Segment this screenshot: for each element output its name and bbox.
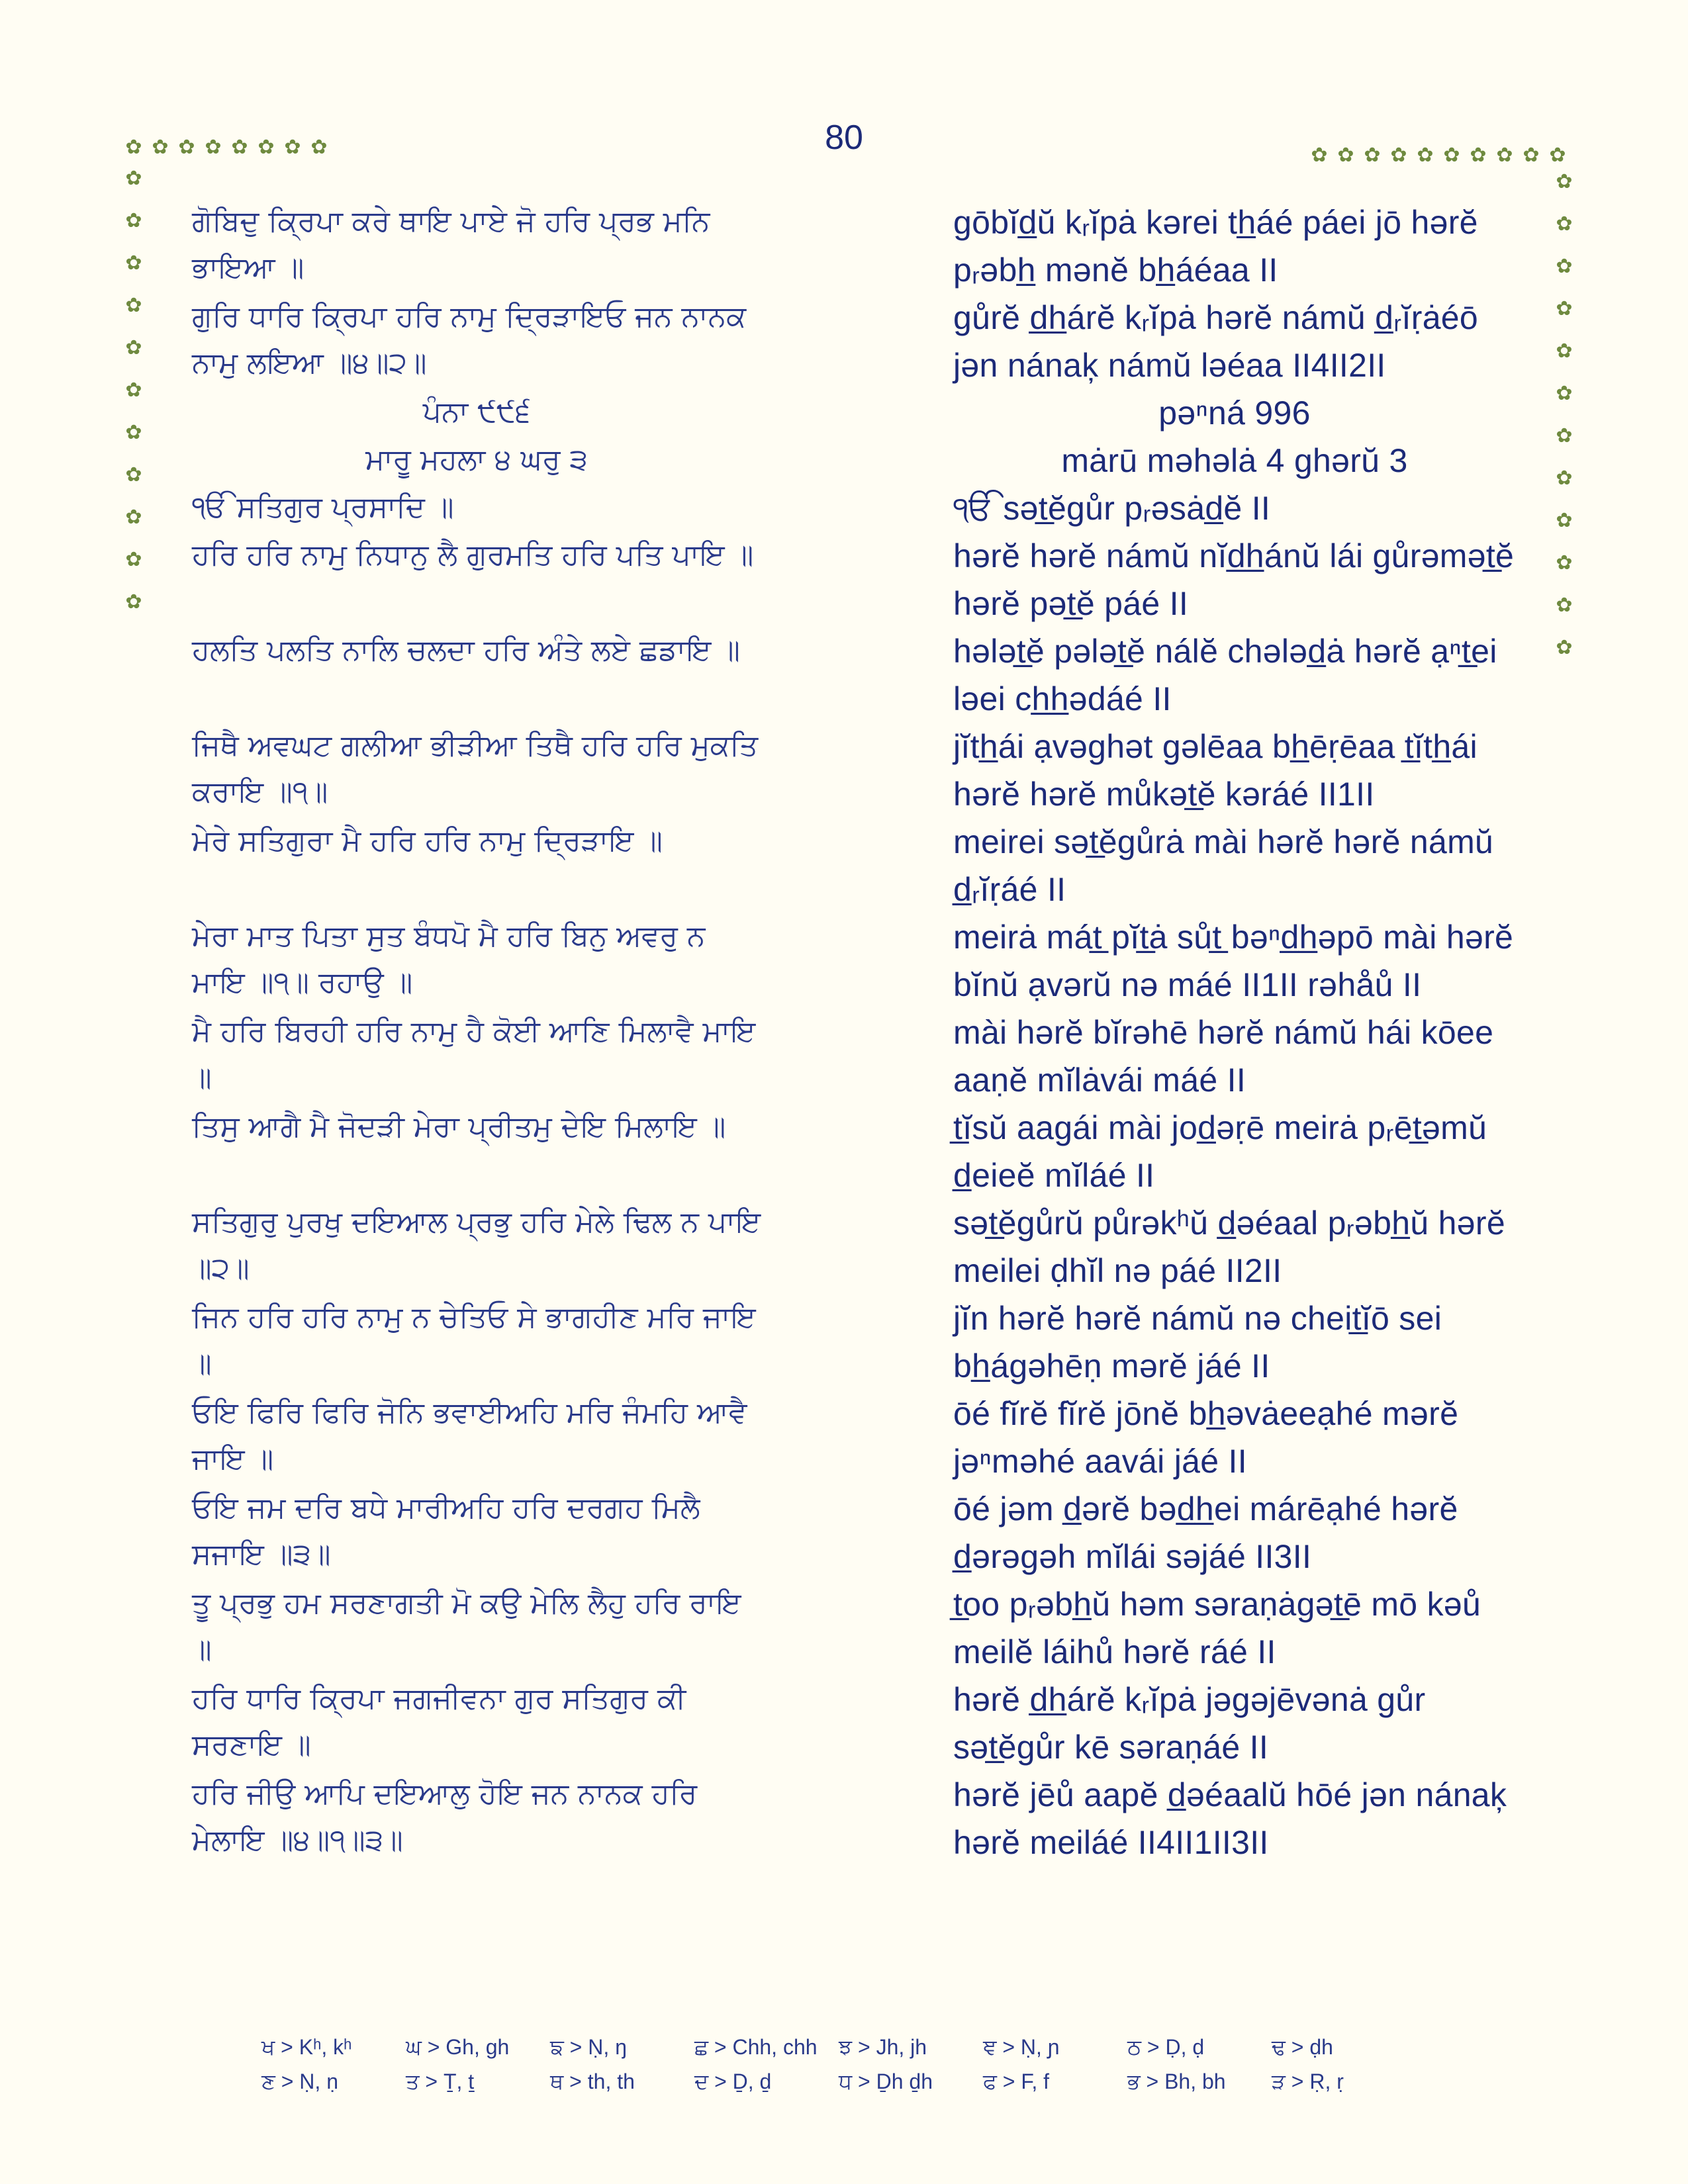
transliteration-text: jĭn hərĕ hərĕ námŭ nə cheit̲ĭō sei bh̲ágəhēṇ mərĕ jáé II xyxy=(953,1300,1442,1385)
transliteration-legend xyxy=(261,2035,1416,2104)
gurmukhi-text: ਗੋਬਿਦੁ ਕ੍ਰਿਪਾ ਕਰੇ ਥਾਇ ਪਾਏ ਜੋ ਹਰਿ ਪ੍ਰਭ ਮਨਿ ਭਾਇਆ ॥ xyxy=(192,205,710,285)
verse-row xyxy=(192,389,1516,437)
flower-ornament-icon: ✿ xyxy=(1470,144,1487,167)
gurmukhi-text: ਓਇ ਫਿਰਿ ਫਿਰਿ ਜੋਨਿ ਭਵਾਈਅਹਿ ਮਰਿ ਜੰਮਹਿ ਆਵੈ ਜਾਇ ॥ xyxy=(192,1396,747,1476)
legend-row xyxy=(261,2070,1416,2104)
verse-row xyxy=(192,1009,1516,1104)
legend-item: ਧ > Ḏh ḏh xyxy=(839,2070,933,2093)
flower-ornament-icon: ✿ xyxy=(1556,170,1573,193)
flower-ornament-icon: ✿ xyxy=(1556,297,1573,320)
verse-row xyxy=(192,1199,1516,1295)
transliteration-text: mȧrū məhəlȧ 4 ghərŭ 3 xyxy=(1061,442,1408,479)
gurmukhi-text: ਹਲਤਿ ਪਲਤਿ ਨਾਲਿ ਚਲਦਾ ਹਰਿ ਅੰਤੇ ਲਏ ਛਡਾਇ ॥ xyxy=(192,633,740,667)
legend-item: ਘ > Gh, gh xyxy=(406,2035,510,2059)
transliteration-text: jĭth̲ái ạvəghət gəlēaa bh̲ēṛēaa t̲ĭth̲ái hərĕ hərĕ můkət̲ĕ kəráé II1II xyxy=(953,728,1477,813)
transliteration-text: pəⁿná 996 xyxy=(1158,394,1311,432)
flower-ornament-icon: ✿ xyxy=(1556,424,1573,447)
flower-ornament-icon: ✿ xyxy=(125,463,142,486)
flower-ornament-icon: ✿ xyxy=(1443,144,1460,167)
gurmukhi-text: ਮਾਰੂ ਮਹਲਾ ੪ ਘਰੁ ੩ xyxy=(365,443,588,477)
gurmukhi-text: ਤੂ ਪ੍ਰਭੁ ਹਮ ਸਰਣਾਗਤੀ ਮੋ ਕਉ ਮੇਲਿ ਲੈਹੁ ਹਰਿ ਰਾਇ ॥ xyxy=(192,1586,741,1666)
flower-ornament-icon: ✿ xyxy=(1549,144,1566,167)
verse-row xyxy=(192,913,1516,1009)
flower-ornament-icon: ✿ xyxy=(152,136,169,159)
legend-item: ਦ > Ḏ, ḏ xyxy=(694,2070,772,2093)
legend-item: ਖ > Kʰ, kʰ xyxy=(261,2035,352,2059)
flower-ornament-icon: ✿ xyxy=(125,209,142,232)
transliteration-text: meirȧ mát̲ pĭt̲ȧ sůt̲ bəⁿd̲h̲əpō mài hərĕ bĭnŭ ạvərŭ nə máé II1II rəhåů II xyxy=(953,919,1514,1003)
flower-ornament-icon: ✿ xyxy=(1556,212,1573,236)
transliteration-text: mài hərĕ bĭrəhē hərĕ námŭ hái kōee aaṇĕ mĭlȧvái máé II xyxy=(953,1014,1494,1099)
gurmukhi-text: ਪੰਨਾ ੯੯੬ xyxy=(422,395,531,429)
flower-ornament-icon: ✿ xyxy=(125,167,142,190)
legend-item: ਠ > Ḍ, ḍ xyxy=(1127,2035,1205,2059)
transliteration-text: sət̲ĕgůrŭ půrəkʰŭ d̲əéaal pᵣəbh̲ŭ hərĕ meilei ḍhĭl nə páé II2II xyxy=(953,1205,1505,1289)
verse-row xyxy=(192,1580,1516,1676)
gurmukhi-text: ਜਿਥੈ ਅਵਘਟ ਗਲੀਆ ਭੀੜੀਆ ਤਿਥੈ ਹਰਿ ਹਰਿ ਮੁਕਤਿ ਕਰਾਇ ॥੧॥ xyxy=(192,729,759,809)
transliteration-text: hərĕ jēů aapĕ d̲əéaalŭ hōé jən nánaķ hərĕ meiláé II4II1II3II xyxy=(953,1776,1507,1861)
legend-item: ਫ > F, f xyxy=(983,2070,1050,2093)
gurmukhi-text: ਮੈ ਹਰਿ ਬਿਰਹੀ ਹਰਿ ਨਾਮੁ ਹੈ ਕੋਈ ਆਣਿ ਮਿਲਾਵੈ ਮਾਇ ॥ xyxy=(192,1015,756,1095)
flower-ornament-icon: ✿ xyxy=(1390,144,1407,167)
hymn-table xyxy=(192,199,1516,1866)
verse-row xyxy=(192,484,1516,532)
verse-row xyxy=(192,818,1516,913)
flower-ornament-icon: ✿ xyxy=(125,548,142,571)
legend-item: ਛ > Chh, chh xyxy=(694,2035,818,2059)
gurmukhi-text: ਗੁਰਿ ਧਾਰਿ ਕ੍ਰਿਪਾ ਹਰਿ ਨਾਮੁ ਦ੍ਰਿੜਾਇਓ ਜਨ ਨਾਨਕ ਨਾਮੁ ਲਇਆ ॥੪॥੨॥ xyxy=(192,300,747,380)
flower-ornament-icon: ✿ xyxy=(125,590,142,614)
legend-item: ਝ > Jh, jh xyxy=(839,2035,927,2059)
flower-ornament-icon: ✿ xyxy=(1523,144,1540,167)
flower-ornament-icon: ✿ xyxy=(125,294,142,317)
gurmukhi-text: ਮੇਰੇ ਸਤਿਗੁਰਾ ਮੈ ਹਰਿ ਹਰਿ ਨਾਮੁ ਦ੍ਰਿੜਾਇ ॥ xyxy=(192,824,663,858)
legend-item: ਞ > Ṇ, ɲ xyxy=(983,2035,1060,2059)
flower-ornament-icon: ✿ xyxy=(1364,144,1381,167)
flower-ornament-icon: ✿ xyxy=(231,136,248,159)
flower-ornament-icon: ✿ xyxy=(125,251,142,275)
transliteration-text: hərĕ d̲h̲árĕ kᵣĭpȧ jəgəjēvənȧ gůr sət̲ĕgůr kē səraṇáé II xyxy=(953,1681,1426,1766)
legend-item: ਥ > th, th xyxy=(550,2070,635,2093)
transliteration-text: hələt̲ĕ pələt̲ĕ nálĕ chələd̲ȧ hərĕ ạⁿt̲ei ləei ch̲h̲ədáé II xyxy=(953,633,1497,717)
flower-ornament-icon: ✿ xyxy=(1556,594,1573,617)
flower-ornament-icon: ✿ xyxy=(1556,467,1573,490)
legend-row xyxy=(261,2035,1416,2070)
transliteration-text: meirei sət̲ĕgůrȧ mài hərĕ hərĕ námŭ d̲ᵣĭṛáé II xyxy=(953,823,1494,908)
gurmukhi-text: ਜਿਨ ਹਰਿ ਹਰਿ ਨਾਮੁ ਨ ਚੇਤਿਓ ਸੇ ਭਾਗਹੀਣ ਮਰਿ ਜਾਇ ॥ xyxy=(192,1300,756,1381)
verse-row xyxy=(192,532,1516,627)
legend-item: ਢ > ḍh xyxy=(1272,2035,1333,2059)
gurmukhi-text: ਮੇਰਾ ਮਾਤ ਪਿਤਾ ਸੁਤ ਬੰਧਪੋ ਮੈ ਹਰਿ ਬਿਨੁ ਅਵਰੁ ਨ ਮਾਇ ॥੧॥ ਰਹਾਉ ॥ xyxy=(192,919,706,999)
verse-row xyxy=(192,294,1516,389)
gurmukhi-text: ਹਰਿ ਧਾਰਿ ਕ੍ਰਿਪਾ ਜਗਜੀਵਨਾ ਗੁਰ ਸਤਿਗੁਰ ਕੀ ਸਰਣਾਇ ॥ xyxy=(192,1682,686,1762)
transliteration-text: gōbĭd̲ŭ kᵣĭpȧ kərei th̲áé páei jō hərĕ pᵣəbh̲ mənĕ bh̲áéaa II xyxy=(953,204,1478,289)
legend-item: ਤ > Ṯ, ṯ xyxy=(406,2070,475,2093)
flower-ornament-icon: ✿ xyxy=(125,336,142,359)
flower-ornament-icon: ✿ xyxy=(1556,509,1573,532)
flower-ornament-icon: ✿ xyxy=(258,136,275,159)
legend-item: ਭ > Bh, bh xyxy=(1127,2070,1226,2093)
verse-row xyxy=(192,1390,1516,1485)
flower-ornament-icon: ✿ xyxy=(125,421,142,444)
legend-item: ਣ > Ṇ, ṇ xyxy=(261,2070,338,2093)
transliteration-text: t̲ĭsŭ aagái mài jod̲əṛē meirȧ pᵣēt̲əmŭ d̲eieĕ mĭláé II xyxy=(953,1109,1487,1194)
verse-row xyxy=(192,1295,1516,1390)
gurmukhi-text: ਤਿਸੁ ਆਗੈ ਮੈ ਜੋਦੜੀ ਮੇਰਾ ਪ੍ਰੀਤਮੁ ਦੇਇ ਮਿਲਾਇ ॥ xyxy=(192,1110,726,1144)
flower-ornament-icon: ✿ xyxy=(1417,144,1434,167)
verse-row xyxy=(192,199,1516,294)
gurmukhi-text: ਹਰਿ ਹਰਿ ਨਾਮੁ ਨਿਧਾਨੁ ਲੈ ਗੁਰਮਤਿ ਹਰਿ ਪਤਿ ਪਾਇ ॥ xyxy=(192,538,754,572)
legend-item: ਙ > Ṇ, ŋ xyxy=(550,2035,627,2059)
verse-row xyxy=(192,723,1516,818)
verse-row xyxy=(192,1485,1516,1580)
gurmukhi-text: ਹਰਿ ਜੀਉ ਆਪਿ ਦਇਆਲੁ ਹੋਇ ਜਨ ਨਾਨਕ ਹਰਿ ਮੇਲਾਇ ॥੪॥੧॥੩॥ xyxy=(192,1777,698,1857)
flower-ornament-icon: ✿ xyxy=(178,136,195,159)
flower-ornament-icon: ✿ xyxy=(125,379,142,402)
flower-ornament-icon: ✿ xyxy=(125,136,142,159)
transliteration-text: hərĕ hərĕ námŭ nĭd̲h̲ánŭ lái gůrəmət̲ĕ hərĕ pət̲ĕ páé II xyxy=(953,537,1515,622)
transliteration-text: ōé jəm d̲ərĕ bəd̲h̲ei márēạhé hərĕ d̲ərəgəh mĭlái səjáé II3II xyxy=(953,1490,1458,1575)
page-number: 80 xyxy=(825,118,863,157)
verse-row xyxy=(192,627,1516,723)
flower-ornament-icon: ✿ xyxy=(1311,144,1328,167)
gurmukhi-text: ਸਤਿਗੁਰੁ ਪੁਰਖੁ ਦਇਆਲ ਪ੍ਰਭੁ ਹਰਿ ਮੇਲੇ ਢਿਲ ਨ ਪਾਇ ॥੨॥ xyxy=(192,1205,761,1285)
verse-row xyxy=(192,1104,1516,1199)
flower-ornament-icon: ✿ xyxy=(205,136,222,159)
flower-ornament-icon: ✿ xyxy=(1556,636,1573,659)
transliteration-text: ōé fĭrĕ fĭrĕ jōnĕ bh̲əvȧeeạhé mərĕ jəⁿməhé aavái jáé II xyxy=(953,1395,1459,1480)
flower-ornament-icon: ✿ xyxy=(1496,144,1513,167)
verse-row xyxy=(192,437,1516,484)
flower-ornament-icon: ✿ xyxy=(125,506,142,529)
gurmukhi-text: ੴ ਸਤਿਗੁਰ ਪ੍ਰਸਾਦਿ ॥ xyxy=(192,490,454,524)
flower-ornament-icon: ✿ xyxy=(284,136,301,159)
verse-row xyxy=(192,1771,1516,1866)
flower-ornament-icon: ✿ xyxy=(310,136,328,159)
flower-ornament-icon: ✿ xyxy=(1556,255,1573,278)
flower-ornament-icon: ✿ xyxy=(1556,382,1573,405)
flower-ornament-icon: ✿ xyxy=(1337,144,1354,167)
transliteration-text: t̲oo pᵣəbh̲ŭ həm səraṇȧgət̲ē mō kəů meilĕ láihů hərĕ ráé II xyxy=(953,1586,1481,1670)
transliteration-text: ੴ sət̲ĕgůr pᵣəsȧd̲ĕ II xyxy=(953,490,1271,527)
transliteration-text: gůrĕ d̲h̲árĕ kᵣĭpȧ hərĕ námŭ d̲ᵣĭṛȧéō jən nánaķ námŭ ləéaa II4II2II xyxy=(953,299,1479,384)
legend-item: ੜ > Ṛ, ṛ xyxy=(1272,2070,1344,2093)
gurmukhi-text: ਓਇ ਜਮ ਦਰਿ ਬਧੇ ਮਾਰੀਅਹਿ ਹਰਿ ਦਰਗਹ ਮਿਲੈ ਸਜਾਇ ॥੩॥ xyxy=(192,1491,700,1571)
verse-row xyxy=(192,1676,1516,1771)
flower-ornament-icon: ✿ xyxy=(1556,340,1573,363)
flower-ornament-icon: ✿ xyxy=(1556,551,1573,574)
